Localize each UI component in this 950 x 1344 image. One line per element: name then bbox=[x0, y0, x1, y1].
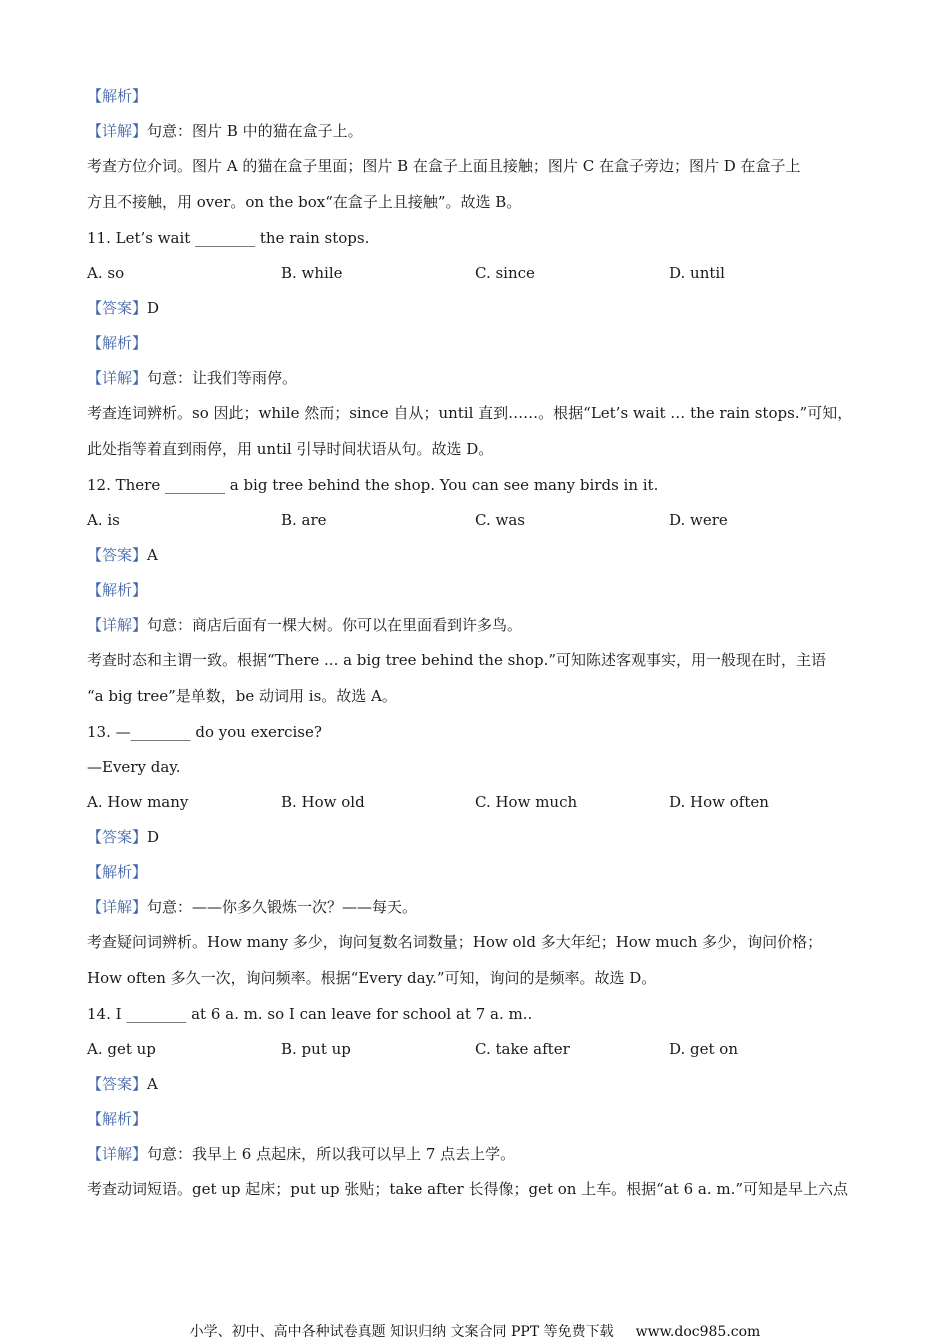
option-d: D. get on bbox=[669, 1039, 738, 1058]
answer-value: A bbox=[147, 545, 158, 564]
detail-tag: 【详解】 bbox=[87, 1144, 148, 1163]
question-stem: 13. —________ do you exercise? bbox=[87, 722, 322, 741]
footer-text: 小学、初中、高中各种试卷真题 知识归纳 文案合同 PPT 等免费下载 bbox=[189, 1324, 614, 1340]
option-b: B. put up bbox=[281, 1039, 351, 1058]
option-b: B. while bbox=[281, 263, 343, 282]
option-a: A. get up bbox=[87, 1039, 156, 1058]
detail-line bbox=[87, 889, 877, 924]
answer-tag: 【答案】 bbox=[87, 545, 148, 564]
detail-tag: 【详解】 bbox=[87, 615, 148, 634]
analysis-tag: 【解析】 bbox=[87, 1109, 148, 1128]
options-row bbox=[87, 1031, 877, 1066]
explanation-line: 考查方位介词。图片 A 的猫在盒子里面；图片 B 在盒子上面且接触；图片 C 在盒子旁边；图片 D 在盒子上 bbox=[87, 157, 801, 175]
option-c: C. since bbox=[475, 263, 535, 282]
explanation-line: 考查时态和主谓一致。根据“There ... a big tree behind the shop.”可知陈述客观事实，用一般现在时，主语 bbox=[87, 651, 827, 669]
detail-tag: 【详解】 bbox=[87, 368, 148, 387]
analysis-header bbox=[87, 572, 877, 607]
option-c: C. take after bbox=[475, 1039, 570, 1058]
detail-line bbox=[87, 113, 877, 148]
question-stem-reply: —Every day. bbox=[87, 757, 181, 776]
detail-tag: 【详解】 bbox=[87, 897, 148, 916]
page-footer bbox=[0, 1322, 950, 1342]
detail-text: 句意：——你多久锻炼一次？——每天。 bbox=[147, 897, 418, 916]
option-d: D. until bbox=[669, 263, 725, 282]
answer-line bbox=[87, 290, 877, 325]
analysis-tag: 【解析】 bbox=[87, 862, 148, 881]
option-a: A. so bbox=[87, 263, 125, 282]
detail-tag: 【详解】 bbox=[87, 121, 148, 140]
explanation-line: How often 多久一次，询问频率。根据“Every day.”可知，询问的是频率。故选 D。 bbox=[87, 969, 657, 987]
explanation-line: 此处指等着直到雨停，用 until 引导时间状语从句。故选 D。 bbox=[87, 440, 494, 458]
answer-tag: 【答案】 bbox=[87, 1074, 148, 1093]
explanation-line: 方且不接触，用 over。on the box“在盒子上且接触”。故选 B。 bbox=[87, 193, 522, 211]
detail-text: 句意：商店后面有一棵大树。你可以在里面看到许多鸟。 bbox=[147, 615, 523, 634]
options-row bbox=[87, 255, 877, 290]
option-b: B. are bbox=[281, 510, 327, 529]
question-stem: 14. I ________ at 6 a. m. so I can leave for school at 7 a. m.. bbox=[87, 1004, 533, 1023]
answer-value: A bbox=[147, 1074, 158, 1093]
analysis-tag: 【解析】 bbox=[87, 580, 148, 599]
explanation-line: “a big tree”是单数，be 动词用 is。故选 A。 bbox=[87, 687, 397, 705]
answer-line bbox=[87, 537, 877, 572]
analysis-tag: 【解析】 bbox=[87, 333, 148, 352]
options-row bbox=[87, 784, 877, 819]
question-stem: 11. Let’s wait ________ the rain stops. bbox=[87, 228, 370, 247]
explanation-line: 考查疑问词辨析。How many 多少，询问复数名词数量；How old 多大年纪；How much 多少，询问价格； bbox=[87, 933, 823, 951]
explanation-line: 考查动词短语。get up 起床；put up 张贴；take after 长得像；get on 上车。根据“at 6 a. m.”可知是早上六点 bbox=[87, 1180, 849, 1198]
answer-tag: 【答案】 bbox=[87, 827, 148, 846]
document-page bbox=[87, 78, 877, 1207]
analysis-tag: 【解析】 bbox=[87, 86, 148, 105]
footer-url[interactable]: www.doc985.com bbox=[635, 1324, 761, 1340]
detail-text: 句意：让我们等雨停。 bbox=[147, 368, 298, 387]
detail-line bbox=[87, 360, 877, 395]
explanation-line: 考查连词辨析。so 因此；while 然而；since 自从；until 直到……。根据“Let’s wait … the rain stops.”可知， bbox=[87, 404, 853, 422]
option-a: A. How many bbox=[87, 792, 189, 811]
option-d: D. How often bbox=[669, 792, 769, 811]
detail-line bbox=[87, 1136, 877, 1171]
answer-value: D bbox=[147, 827, 160, 846]
answer-line bbox=[87, 819, 877, 854]
option-b: B. How old bbox=[281, 792, 365, 811]
analysis-header bbox=[87, 325, 877, 360]
detail-line bbox=[87, 607, 877, 642]
answer-line bbox=[87, 1066, 877, 1101]
answer-value: D bbox=[147, 298, 160, 317]
analysis-header bbox=[87, 854, 877, 889]
option-c: C. How much bbox=[475, 792, 578, 811]
answer-tag: 【答案】 bbox=[87, 298, 148, 317]
option-d: D. were bbox=[669, 510, 728, 529]
detail-text: 句意：我早上 6 点起床，所以我可以早上 7 点去上学。 bbox=[147, 1144, 516, 1163]
analysis-header bbox=[87, 1101, 877, 1136]
analysis-header bbox=[87, 78, 877, 113]
question-stem: 12. There ________ a big tree behind the shop. You can see many birds in it. bbox=[87, 475, 659, 494]
detail-text: 句意：图片 B 中的猫在盒子上。 bbox=[147, 121, 363, 140]
options-row bbox=[87, 502, 877, 537]
option-a: A. is bbox=[87, 510, 120, 529]
option-c: C. was bbox=[475, 510, 525, 529]
